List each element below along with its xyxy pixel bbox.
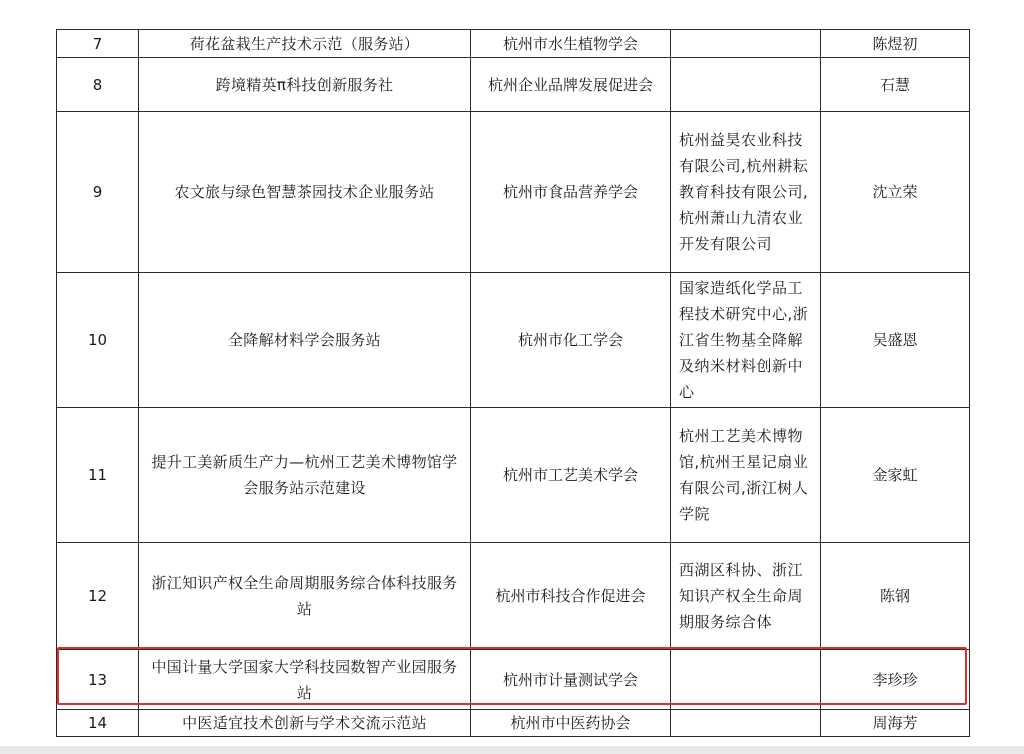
partner-units (671, 710, 821, 737)
society-name: 杭州市计量测试学会 (471, 650, 671, 710)
contact-person: 李珍珍 (821, 650, 970, 710)
page-bottom-edge (0, 746, 1024, 754)
table-row-highlighted (57, 650, 970, 710)
row-number: 9 (57, 112, 139, 273)
society-name: 杭州市水生植物学会 (471, 30, 671, 58)
station-name: 提升工美新质生产力—杭州工艺美术博物馆学会服务站示范建设 (139, 408, 471, 543)
table-row (57, 543, 970, 650)
table-row (57, 58, 970, 112)
row-number: 12 (57, 543, 139, 650)
row-number: 14 (57, 710, 139, 737)
table-row (57, 30, 970, 58)
society-name: 杭州市科技合作促进会 (471, 543, 671, 650)
partner-units (671, 650, 821, 710)
contact-person: 吴盛恩 (821, 273, 970, 408)
station-name: 全降解材料学会服务站 (139, 273, 471, 408)
partner-units: 西湖区科协、浙江知识产权全生命周期服务综合体 (671, 543, 821, 650)
service-station-table (56, 29, 970, 737)
table-row (57, 710, 970, 737)
contact-person: 石慧 (821, 58, 970, 112)
partner-units: 杭州工艺美术博物馆,杭州王星记扇业有限公司,浙江树人学院 (671, 408, 821, 543)
table-row (57, 112, 970, 273)
station-name: 浙江知识产权全生命周期服务综合体科技服务站 (139, 543, 471, 650)
partner-units: 国家造纸化学品工程技术研究中心,浙江省生物基全降解及纳米材料创新中心 (671, 273, 821, 408)
society-name: 杭州企业品牌发展促进会 (471, 58, 671, 112)
row-number: 13 (57, 650, 139, 710)
station-name: 荷花盆栽生产技术示范（服务站） (139, 30, 471, 58)
partner-units (671, 30, 821, 58)
station-name: 中国计量大学国家大学科技园数智产业园服务站 (139, 650, 471, 710)
station-name: 跨境精英π科技创新服务社 (139, 58, 471, 112)
contact-person: 陈煜初 (821, 30, 970, 58)
society-name: 杭州市工艺美术学会 (471, 408, 671, 543)
contact-person: 金家虹 (821, 408, 970, 543)
row-number: 8 (57, 58, 139, 112)
station-name: 中医适宜技术创新与学术交流示范站 (139, 710, 471, 737)
row-number: 10 (57, 273, 139, 408)
society-name: 杭州市中医药协会 (471, 710, 671, 737)
row-number: 11 (57, 408, 139, 543)
table-row (57, 273, 970, 408)
society-name: 杭州市化工学会 (471, 273, 671, 408)
station-name: 农文旅与绿色智慧茶园技术企业服务站 (139, 112, 471, 273)
table-row (57, 408, 970, 543)
contact-person: 陈钢 (821, 543, 970, 650)
contact-person: 周海芳 (821, 710, 970, 737)
contact-person: 沈立荣 (821, 112, 970, 273)
row-number: 7 (57, 30, 139, 58)
partner-units (671, 58, 821, 112)
partner-units: 杭州益昊农业科技有限公司,杭州耕耘教育科技有限公司,杭州萧山九清农业开发有限公司 (671, 112, 821, 273)
society-name: 杭州市食品营养学会 (471, 112, 671, 273)
